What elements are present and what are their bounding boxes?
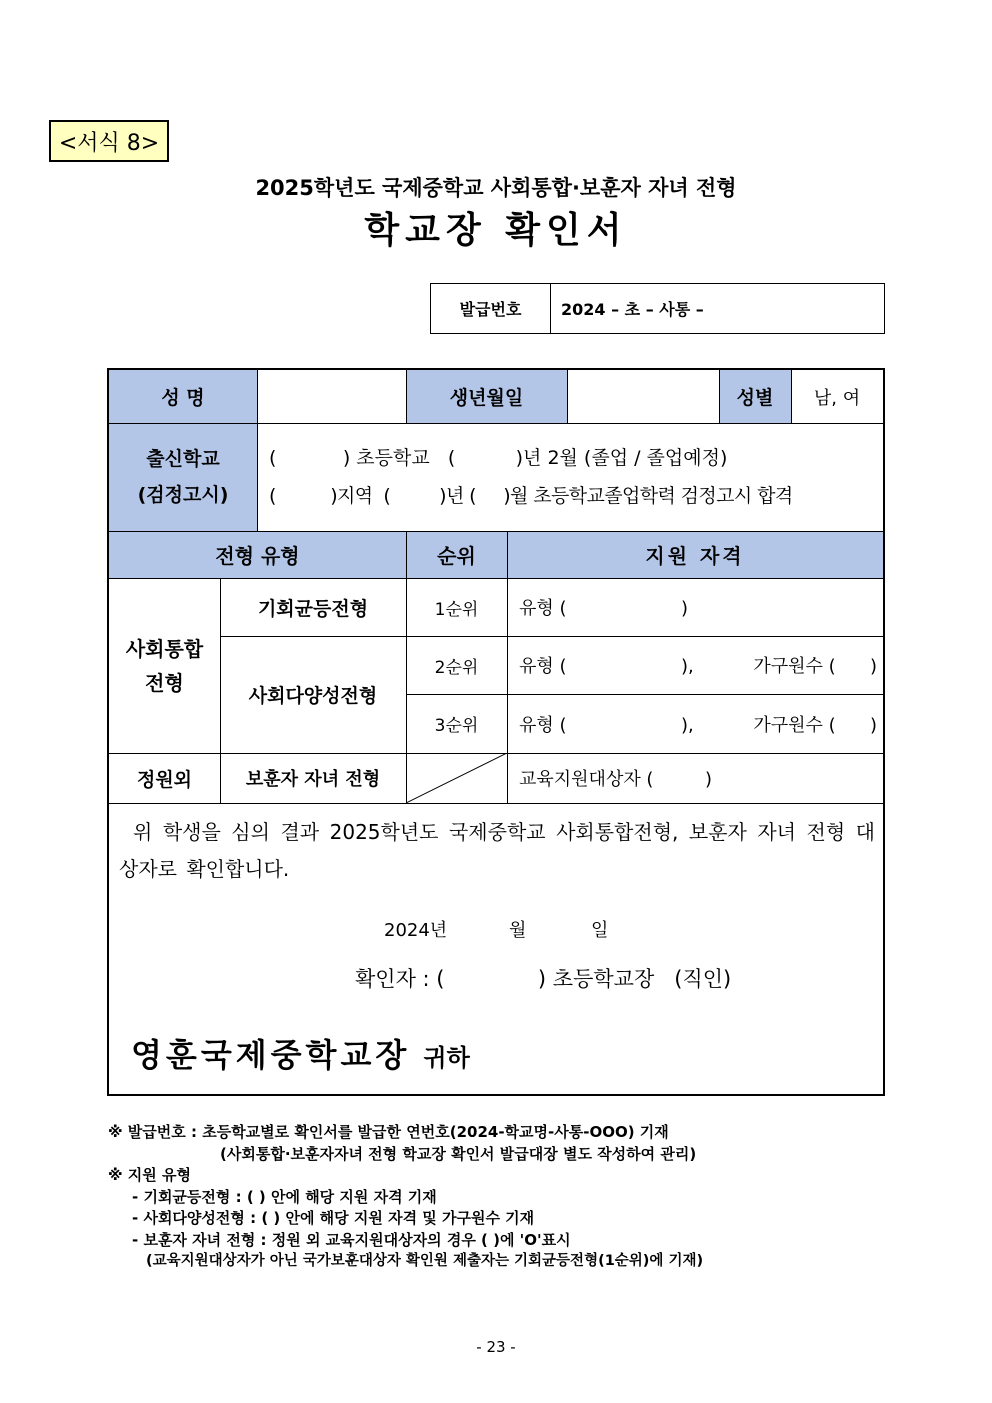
note-social-diversity: - 사회다양성전형 : ( ) 안에 해당 지원 자격 및 가구원수 기재 <box>132 1209 535 1227</box>
document-title: 학교장 확인서 <box>364 210 628 251</box>
qualification-rank-3-type: 유형 ( ), <box>519 714 694 736</box>
note-issue-number: ※ 발급번호 : 초등학교별로 확인서를 발급한 연번호(2024-학교명-사통-OOO) 기재 <box>108 1123 669 1141</box>
social-integration-line2: 전형 <box>145 670 184 695</box>
track-social-diversity: 사회다양성전형 <box>248 685 378 707</box>
social-integration-label <box>109 578 220 753</box>
school-field[interactable] <box>257 423 883 531</box>
birthdate-label: 생년월일 <box>406 370 567 423</box>
type-header: 전형 유형 <box>109 531 406 578</box>
rank-1: 1순위 <box>434 599 479 620</box>
recipient-name: 영훈국제중학교장 <box>131 1036 411 1074</box>
date-year[interactable]: 2024년 <box>384 920 448 941</box>
note-veteran-children: - 보훈자 자녀 전형 : 정원 외 교육지원대상자의 경우 ( )에 'O'표시 <box>132 1230 571 1249</box>
qualification-rank-1[interactable]: 유형 ( ) <box>519 598 688 619</box>
school-label <box>109 423 257 531</box>
note-equal-opportunity: - 기회균등전형 : ( ) 안에 해당 지원 자격 기재 <box>132 1187 437 1206</box>
qualification-veteran[interactable]: 교육지원대상자 ( ) <box>519 769 712 790</box>
school-line-exam: ( )지역 ( )년 ( )월 초등학교졸업학력 검정고시 합격 <box>269 485 793 507</box>
track-veteran-children: 보훈자 자녀 전형 <box>245 769 381 790</box>
school-label-line1: 출신학교 <box>146 448 220 470</box>
gender-field[interactable]: 남, 여 <box>813 387 861 409</box>
page-number: - 23 - <box>476 1338 516 1356</box>
social-integration-line1: 사회통합 <box>125 636 204 661</box>
note-issue-register: (사회통합·보훈자자녀 전형 학교장 확인서 발급대장 별도 작성하여 관리) <box>220 1144 697 1163</box>
household-rank-3: 가구원수 ( ) <box>753 714 877 736</box>
confirmation-form <box>107 368 885 1096</box>
note-support-type: ※ 지원 유형 <box>108 1166 191 1184</box>
school-label-line2: (검정고시) <box>137 484 229 506</box>
qualification-rank-2-type: 유형 ( ), <box>519 656 694 677</box>
rank-header: 순위 <box>406 531 507 578</box>
date-month[interactable]: 월 <box>509 920 527 941</box>
note-veteran-detail: (교육지원대상자가 아닌 국가보훈대상자 확인원 제출자는 기회균등전형(1순위)에 기재) <box>146 1253 704 1269</box>
birthdate-field[interactable] <box>567 370 719 423</box>
household-rank-2: 가구원수 ( ) <box>753 656 877 677</box>
date-day[interactable]: 일 <box>591 920 609 941</box>
rank-2: 2순위 <box>434 657 479 678</box>
statement-text: 위 학생을 심의 결과 2025학년도 국제중학교 사회통합전형, 보훈자 자녀 전형 대상자로 확인합니다. <box>119 820 875 881</box>
confirmer-line[interactable]: 확인자 : ( ) 초등학교장 (직인) <box>355 967 732 991</box>
name-field[interactable] <box>257 370 406 423</box>
qualification-rank-2[interactable] <box>507 636 883 694</box>
document-subtitle: 2025학년도 국제중학교 사회통합·보훈자 자녀 전형 <box>255 176 737 200</box>
issue-number-value[interactable]: 2024 – 초 – 사통 – <box>561 300 704 319</box>
name-label: 성 명 <box>109 370 257 423</box>
qualification-header: 지원 자격 <box>507 531 883 578</box>
footnotes <box>108 1122 703 1273</box>
recipient <box>131 1030 470 1076</box>
extra-quota-label: 정원외 <box>136 768 193 791</box>
diagonal-strike <box>406 753 507 803</box>
issue-number-box <box>430 283 885 334</box>
form-number-tag: <서식 8> <box>49 120 169 162</box>
school-line-graduation: ( ) 초등학교 ( )년 2월 (졸업 / 졸업예정) <box>269 447 728 469</box>
recipient-suffix: 귀하 <box>423 1044 470 1072</box>
issue-number-label: 발급번호 <box>431 284 551 333</box>
rank-3: 3순위 <box>434 716 479 736</box>
track-equal-opportunity: 기회균등전형 <box>257 597 369 620</box>
gender-label: 성별 <box>719 370 791 423</box>
qualification-rank-3[interactable] <box>507 694 883 753</box>
